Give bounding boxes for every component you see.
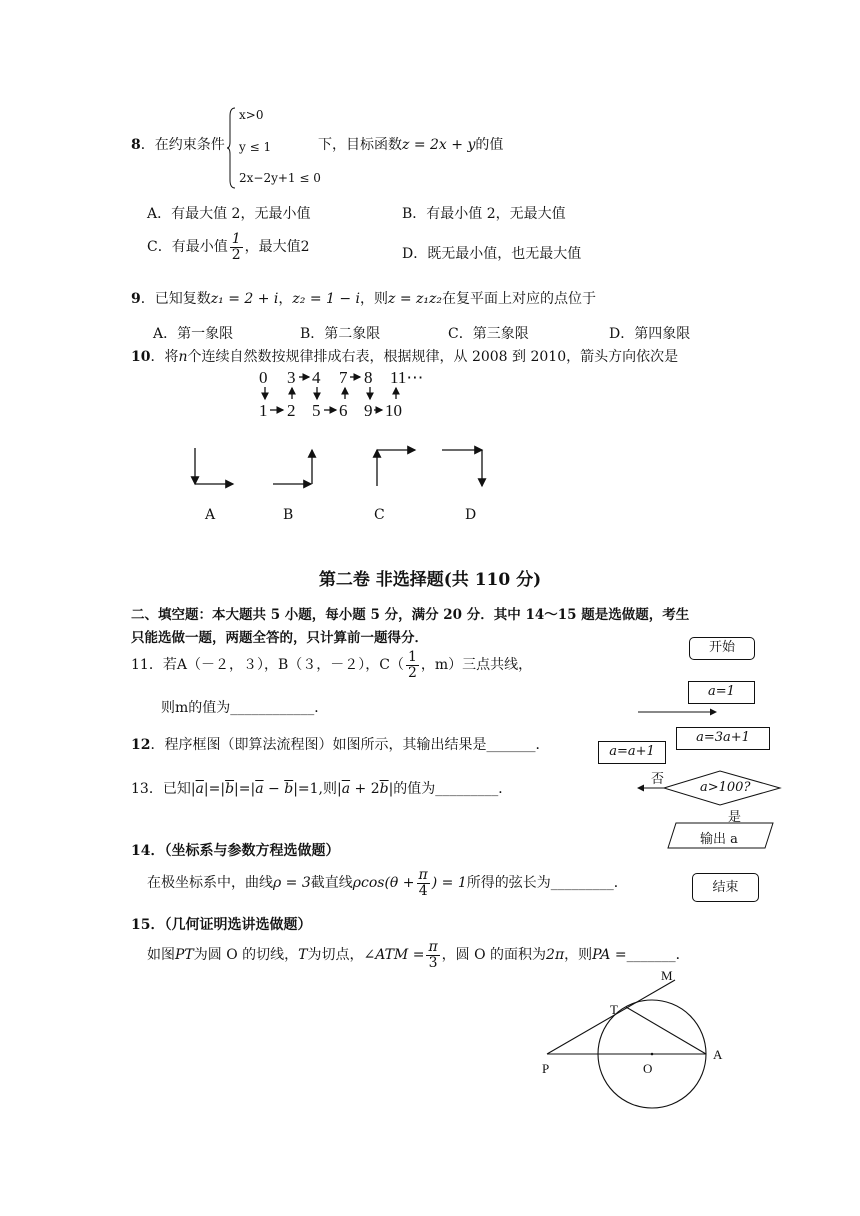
q10-text-b: 个连续自然数按规律排成右表，根据规律，从 2008 到 2010，箭头方向依次是	[187, 349, 679, 365]
q15-number: 15	[131, 917, 151, 933]
choice-d-arrow-icon	[442, 450, 482, 486]
q14-body	[147, 868, 628, 898]
flow-output: 输出 a	[700, 832, 738, 847]
q14-curve-equation: ρ = 3	[273, 875, 311, 892]
flow-condition: a>100?	[700, 780, 751, 795]
q14-fraction	[417, 868, 430, 898]
q8-stem-2	[318, 134, 503, 154]
q13-t5: + 2	[350, 781, 380, 797]
q8-brace	[226, 106, 236, 190]
q8-number: 8	[131, 137, 141, 153]
q8-option-c-fraction	[230, 232, 243, 262]
label-a: A	[713, 1047, 723, 1062]
choice-c-arrow-icon	[377, 450, 415, 486]
q9-z: z = z₁z₂	[388, 291, 443, 307]
q10-n: n	[178, 349, 188, 365]
table-top-2: 4	[312, 368, 321, 387]
q8-expression: z = 2x + y	[402, 137, 476, 153]
q11-number: 11	[131, 657, 149, 674]
q15-title-text: ．（几何证明选讲选做题）	[150, 917, 312, 933]
q9-text-a: ．已知复数	[140, 291, 211, 307]
vector-a: $\overline{a}$	[195, 781, 204, 797]
q15-text-b: 为圆 O 的切线，	[193, 947, 299, 964]
flow-start: 开始	[689, 637, 755, 660]
q15-blank: _______．	[626, 947, 690, 964]
q15-pa: PA =	[592, 947, 627, 964]
q14-text-c: 所得的弦长为_________．	[466, 875, 628, 892]
choice-label-a: A	[205, 507, 216, 523]
q14-line-equation-b: ) = 1	[431, 875, 467, 892]
q8-constraint-2: y ≤ 1	[239, 140, 272, 154]
q9-z2: z₂ = 1 − i	[292, 291, 361, 307]
q8-option-c-suffix: ，最大值2	[244, 239, 310, 256]
q15-area: 2π	[546, 947, 565, 964]
table-bottom-1: 2	[287, 401, 296, 420]
q12-number: 12	[131, 737, 151, 753]
vector-a: $\overline{a}$	[341, 781, 351, 797]
q11-stem	[131, 650, 532, 680]
section2-title: 第二卷 非选择题(共 110 分)	[318, 570, 542, 590]
q15-text-c: 为切点，	[307, 947, 364, 964]
table-top-3: 7	[339, 368, 348, 387]
q13-t2: |=|	[234, 781, 256, 797]
table-bottom-3: 6	[339, 401, 348, 420]
flow-no-label: 否	[651, 772, 665, 787]
q8-suffix-a: 下，目标函数	[318, 137, 402, 153]
q13-text-a: ．已知|	[148, 781, 196, 797]
q8-prefix: ．在约束条件	[140, 137, 225, 153]
q14-text-b: 截直线	[310, 875, 353, 892]
q9-option-c: C．第三象限	[448, 326, 529, 342]
table-top-1: 3	[287, 368, 296, 387]
section2-instructions-2: 只能选做一题，两题全答的，只计算前一题得分．	[131, 630, 428, 646]
q14-line-equation-a: ρcos(θ +	[352, 875, 415, 892]
q10-choice-arrows	[185, 444, 495, 494]
q8-constraint-1: x>0	[239, 108, 264, 122]
q9-option-a: A．第一象限	[153, 326, 234, 342]
q8-suffix-b: 的值	[475, 137, 504, 153]
q11-fraction-num: 1	[407, 649, 417, 665]
flow-update: a=3a+1	[676, 727, 770, 750]
q14-title	[131, 840, 339, 860]
q8-option-c	[147, 232, 310, 262]
vector-b: $\overline{b}$	[379, 781, 389, 797]
label-o: O	[643, 1061, 653, 1076]
q14-title-text: ．（坐标系与参数方程选做题）	[150, 843, 340, 859]
q13-t1: |=|	[203, 781, 226, 797]
q13-number: 13	[131, 781, 149, 797]
flow-loop: a=a+1	[598, 741, 666, 764]
q11-fraction-den: 2	[407, 664, 417, 681]
label-t: T	[610, 1002, 618, 1017]
q15-text-a: 如图	[147, 947, 175, 964]
table-bottom-5: 10	[385, 401, 402, 420]
table-top-0: 0	[259, 368, 268, 387]
q12-stem	[131, 734, 549, 754]
vector-a: $\overline{a}$	[255, 781, 264, 797]
q13-text-b: |的值为_________．	[388, 781, 513, 797]
q9-text-c: 在复平面上对应的点位于	[442, 291, 597, 307]
q10-stem	[131, 346, 678, 366]
q11-text-b: ，m）三点共线，	[420, 657, 533, 674]
choice-label-b: B	[283, 507, 294, 523]
q10-number: 10	[131, 349, 151, 365]
q11-fraction	[406, 650, 419, 680]
q11-answer-line: 则m的值为____________．	[161, 700, 329, 716]
q9-stem	[131, 288, 596, 308]
q9-option-b: B．第二象限	[300, 326, 381, 342]
q15-fraction	[426, 940, 439, 970]
q14-text-a: 在极坐标系中，曲线	[147, 875, 273, 892]
flow-yes-label: 是	[728, 810, 742, 825]
flowchart-connectors	[590, 630, 790, 910]
q14-fraction-den: 4	[418, 882, 428, 899]
q8-fraction-num: 1	[231, 231, 241, 247]
tangent-line-pm	[547, 980, 675, 1054]
q9-text-b: ，则	[360, 291, 389, 307]
table-bottom-2: 5	[312, 401, 321, 420]
q15-text-e: ，则	[564, 947, 593, 964]
q15-fraction-num: π	[428, 939, 438, 955]
vector-b: $\overline{b}$	[225, 781, 235, 797]
q9-z1: z₁ = 2 + i	[210, 291, 279, 307]
q14-fraction-num: π	[418, 867, 428, 883]
choice-a-arrow-icon	[195, 448, 233, 484]
table-top-4: 8	[364, 368, 373, 387]
q8-stem	[131, 134, 225, 154]
q15-pt: PT	[175, 947, 194, 964]
choice-label-d: D	[465, 507, 477, 523]
choice-label-c: C	[374, 507, 385, 523]
q8-fraction-den: 2	[231, 246, 241, 263]
q9-sep: ，	[278, 291, 293, 307]
table-bottom-4: 9	[364, 401, 373, 420]
q8-option-c-prefix: C．有最小值	[147, 239, 228, 256]
center-o-dot	[651, 1053, 654, 1056]
flow-init: a=1	[688, 681, 755, 704]
q13-stem	[131, 778, 512, 798]
section2-instructions-1: 二、填空题：本大题共 5 小题，每小题 5 分，满分 20 分．其中 14～15 题是选做题，考生	[131, 607, 690, 623]
q8-constraint-3: 2x−2y+1 ≤ 0	[239, 171, 321, 185]
q8-option-d: D．既无最小值，也无最大值	[402, 246, 582, 262]
table-bottom-0: 1	[259, 401, 268, 420]
q12-text: ．程序框图（即算法流程图）如图所示，其输出结果是_______．	[150, 737, 550, 753]
flow-end: 结束	[692, 873, 759, 902]
table-top-5: 11⋯	[390, 368, 424, 387]
q8-option-b: B．有最小值 2，无最大值	[402, 206, 566, 222]
q15-title	[131, 914, 311, 934]
choice-b-arrow-icon	[273, 450, 312, 484]
q15-t: T	[298, 947, 308, 964]
q15-angle: ∠ATM =	[363, 947, 425, 964]
q9-option-d: D．第四象限	[609, 326, 691, 342]
label-m: M	[661, 968, 673, 983]
q11-text-a: ．若A（－２，３），B（３，－２），C（	[148, 657, 404, 674]
chord-ta	[626, 1007, 706, 1054]
q15-fraction-den: 3	[428, 954, 438, 971]
q14-number: 14	[131, 843, 151, 859]
q10-number-table	[250, 366, 440, 426]
q10-text-a: ．将	[150, 349, 179, 365]
q15-geometry-figure	[530, 965, 740, 1115]
q15-text-d: ，圆 O 的面积为	[441, 947, 547, 964]
q13-t3: −	[263, 781, 285, 797]
q8-option-a: A．有最大值 2，无最小值	[147, 206, 311, 222]
q9-number: 9	[131, 291, 141, 307]
label-p: P	[542, 1061, 550, 1076]
q13-t4: |=1,则|	[293, 781, 342, 797]
vector-b: $\overline{b}$	[284, 781, 294, 797]
